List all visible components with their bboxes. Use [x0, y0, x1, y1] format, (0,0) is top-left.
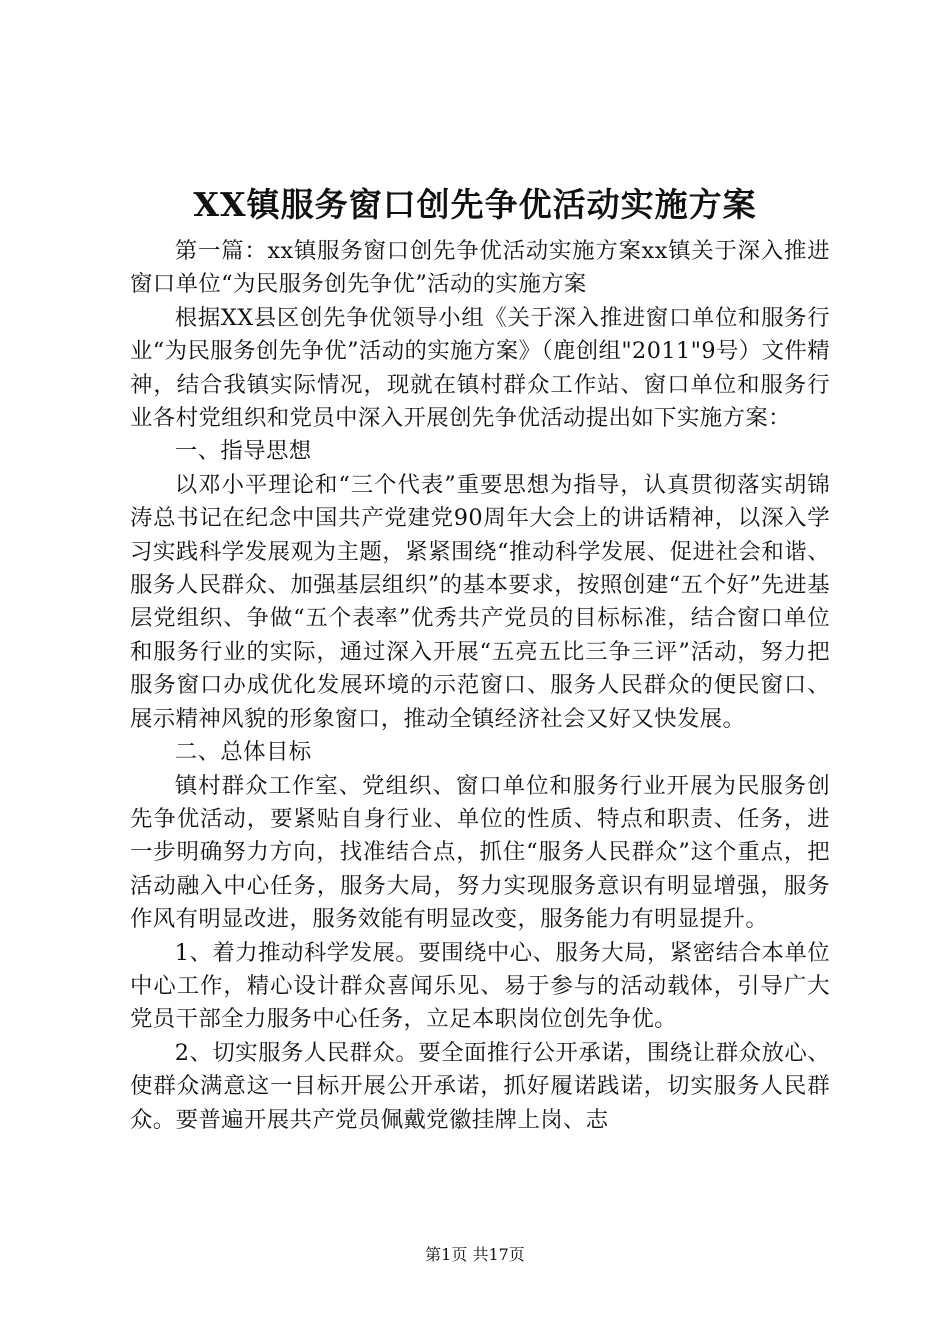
section-heading-overall-goal: 二、总体目标: [174, 739, 312, 766]
paragraph-overall-goal: 镇村群众工作室、党组织、窗口单位和服务行业开展为民服务创先争优活动，要紧贴自身行业、单位的性质、特点和职责、任务，进一步明确努力方向，找准结合点，抓住“服务人民群众”这个重点，把活动融入中心任务，服务大局，努力实现服务意识有明显增强，服务作风有明显改进，服务效能有明显改变，服务能力有明显提升。: [130, 772, 830, 933]
paragraph-basis: 根据XX县区创先争优领导小组《关于深入推进窗口单位和服务行业“为民服务创先争优”活动的实施方案》（鹿创组"2011"9号）文件精神，结合我镇实际情况，现就在镇村群众工作站、窗口单位和服务行业各村党组织和党员中深入开展创先争优活动提出如下实施方案：: [130, 304, 830, 432]
section-heading-guiding-thought: 一、指导思想: [174, 438, 312, 465]
paragraph-item-1: 1、着力推动科学发展。要围绕中心、服务大局，紧密结合本单位中心工作，精心设计群众喜闻乐见、易于参与的活动载体，引导广大党员干部全力服务中心任务，立足本职岗位创先争优。: [130, 939, 830, 1033]
document-body: [130, 235, 830, 1137]
paragraph-guiding-thought: 以邓小平理论和“三个代表”重要思想为指导，认真贯彻落实胡锦涛总书记在纪念中国共产党建党90周年大会上的讲话精神，以深入学习实践科学发展观为主题，紧紧围绕“推动科学发展、促进社会和谐、服务人民群众、加强基层组织”的基本要求，按照创建“五个好”先进基层党组织、争做“五个表率”优秀共产党员的目标标准，结合窗口单位和服务行业的实际，通过深入开展“五亮五比三争三评”活动，努力把服务窗口办成优化发展环境的示范窗口、服务人民群众的便民窗口、展示精神风貌的形象窗口，推动全镇经济社会又好又快发展。: [130, 471, 830, 732]
page-footer: 第1页 共17页: [425, 1245, 525, 1264]
document-title: XX镇服务窗口创先争优活动实施方案: [193, 185, 757, 224]
paragraph-item-2: 2、切实服务人民群众。要全面推行公开承诺，围绕让群众放心、使群众满意这一目标开展公开承诺，抓好履诺践诺，切实服务人民群众。要普遍开展共产党员佩戴党徽挂牌上岗、志: [130, 1039, 830, 1133]
paragraph-intro: 第一篇：xx镇服务窗口创先争优活动实施方案xx镇关于深入推进窗口单位“为民服务创先争优”活动的实施方案: [130, 238, 830, 298]
